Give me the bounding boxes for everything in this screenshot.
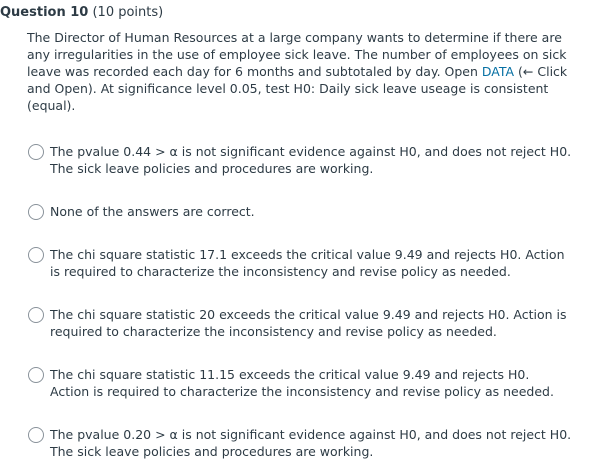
answer-option-4[interactable]: [28, 306, 578, 340]
radio-button[interactable]: [28, 427, 44, 443]
answer-option-1[interactable]: [28, 143, 578, 177]
question-points: (10 points): [92, 5, 164, 20]
answer-label: The pvalue 0.44 > α is not significant evidence against H0, and does not reject H0. The sick leave policies and procedures are working.: [50, 144, 572, 176]
answer-option-5[interactable]: [28, 366, 578, 400]
radio-button[interactable]: [28, 144, 44, 160]
question-text: [27, 29, 572, 114]
answer-option-3[interactable]: [28, 246, 578, 280]
answer-option-6[interactable]: [28, 426, 578, 460]
radio-button[interactable]: [28, 204, 44, 220]
radio-button[interactable]: [28, 307, 44, 323]
data-link[interactable]: DATA: [481, 64, 515, 79]
radio-button[interactable]: [28, 247, 44, 263]
question-text-after-link: (← Click and Open). At significance level 0.05, test H0: Daily sick leave useage is consistent (equal).: [27, 64, 568, 113]
question-title: Question 10: [0, 5, 89, 20]
answer-label: The chi square statistic 20 exceeds the critical value 9.49 and rejects H0. Action is required to characterize the inconsistency and revise policy as needed.: [50, 307, 567, 339]
radio-button[interactable]: [28, 367, 44, 383]
answer-label: The chi square statistic 17.1 exceeds the critical value 9.49 and rejects H0. Action is required to characterize the inconsistency and revise policy as needed.: [50, 247, 565, 279]
answer-option-2[interactable]: [28, 203, 578, 220]
question-text-before-link: The Director of Human Resources at a large company wants to determine if there are any irregularities in the use of employee sick leave. The number of employees on sick leave was recorded each day for 6 months and subtotaled by day. Open: [27, 30, 567, 79]
answer-label: The pvalue 0.20 > α is not significant evidence against H0, and does not reject H0. The sick leave policies and procedures are working.: [50, 427, 572, 459]
answer-label: The chi square statistic 11.15 exceeds the critical value 9.49 and rejects H0. Action is required to characterize the inconsistency and revise policy as needed.: [50, 367, 554, 399]
answer-label: None of the answers are correct.: [50, 204, 255, 219]
question-header: [0, 2, 163, 24]
